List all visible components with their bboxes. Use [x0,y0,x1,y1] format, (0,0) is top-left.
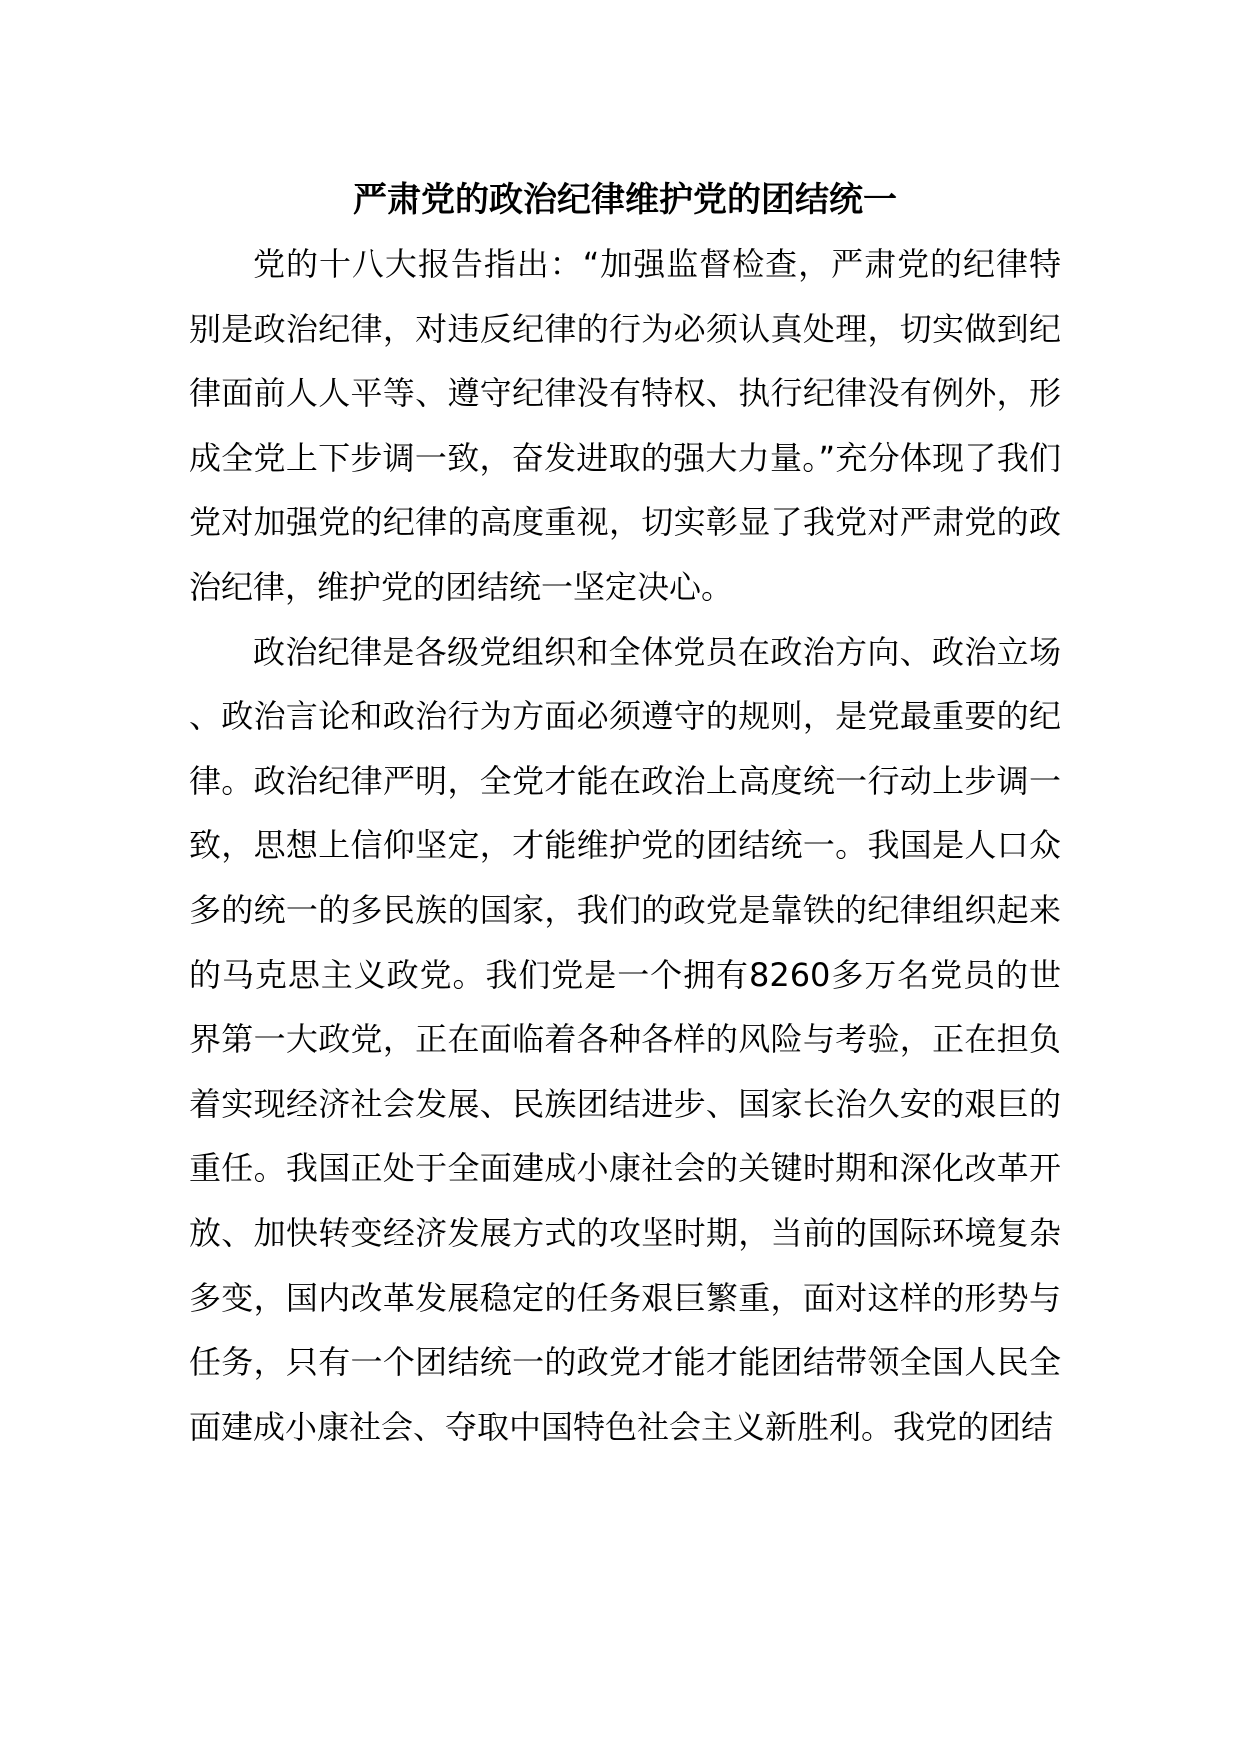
document-body [189,168,1061,1459]
paragraph-1: 党的十八大报告指出：“加强监督检查，严肃党的纪律特别是政治纪律，对违反纪律的行为必须认真处理，切实做到纪律面前人人平等、遵守纪律没有特权、执行纪律没有例外，形成全党上下步调一致，奋发进取的强大力量。”充分体现了我们党对加强党的纪律的高度重视，切实彰显了我党对严肃党的政治纪律，维护党的团结统一坚定决心。 [189,245,1061,606]
paragraph-2: 政治纪律是各级党组织和全体党员在政治方向、政治立场、政治言论和政治行为方面必须遵守的规则，是党最重要的纪律。政治纪律严明，全党才能在政治上高度统一行动上步调一致，思想上信仰坚定，才能维护党的团结统一。我国是人口众多的统一的多民族的国家，我们的政党是靠铁的纪律组织起来的马克思主义政党。我们党是一个拥有8260多万名党员的世界第一大政党，正在面临着各种各样的风险与考验，正在担负着实现经济社会发展、民族团结进步、国家长治久安的艰巨的重任。我国正处于全面建成小康社会的关键时期和深化改革开放、加快转变经济发展方式的攻坚时期，当前的国际环境复杂多变，国内改革发展稳定的任务艰巨繁重，面对这样的形势与任务，只有一个团结统一的政党才能才能团结带领全国人民全面建成小康社会、夺取中国特色社会主义新胜利。我党的团结 [189,632,1061,1446]
document-title: 严肃党的政治纪律维护党的团结统一 [353,180,897,220]
